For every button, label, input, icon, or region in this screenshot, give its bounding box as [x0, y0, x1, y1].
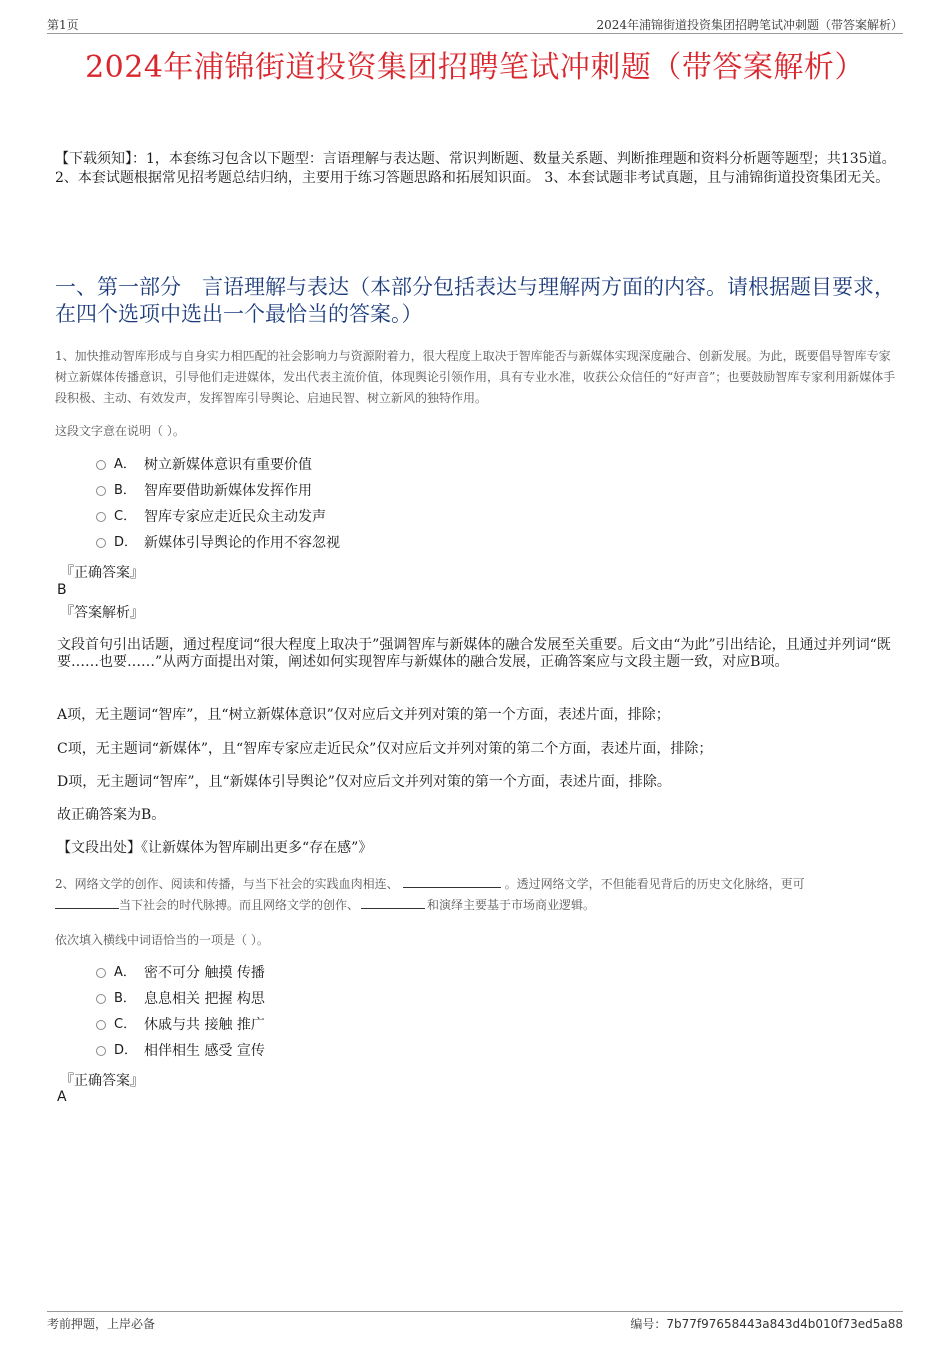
question-2-prompt: 依次填入横线中词语恰当的一项是（ ）。 — [55, 933, 269, 947]
code-label: 编号： — [630, 1317, 667, 1331]
section-heading: 一、第一部分 言语理解与表达（本部分包括表达与理解两方面的内容。请根据题目要求，在四个选项中选出一个最恰当的答案。） — [55, 275, 895, 326]
radio-icon[interactable] — [96, 968, 106, 978]
question-1-option-b[interactable] — [96, 480, 312, 502]
page-number: 第1页 — [47, 18, 79, 32]
option-text: 密不可分 触摸 传播 — [144, 965, 265, 981]
option-letter: B． — [114, 991, 136, 1006]
option-text: 树立新媒体意识有重要价值 — [144, 457, 312, 473]
stem-part: 当下社会的时代脉搏。而且网络文学的创作、 — [119, 898, 360, 912]
option-text: 新媒体引导舆论的作用不容忽视 — [144, 535, 340, 551]
radio-icon[interactable] — [96, 460, 106, 470]
stem-part: 2、网络文学的创作、阅读和传播，与当下社会的实践血肉相连、 — [55, 877, 399, 891]
question-1-prompt: 这段文字意在说明（ ）。 — [55, 424, 185, 438]
question-1-analysis-d: D项，无主题词“智库”，且“新媒体引导舆论”仅对应后文并列对策的第一个方面，表述片面，排除。 — [57, 774, 671, 790]
question-1-answer: B — [57, 582, 67, 598]
option-letter: D． — [114, 1043, 138, 1058]
option-text: 智库专家应走近民众主动发声 — [144, 509, 326, 525]
question-1-answer-label: 『正确答案』 — [60, 565, 144, 581]
question-1-analysis-main: 文段首句引出话题，通过程度词“很大程度上取决于”强调智库与新媒体的融合发展至关重要。后文由“为此”引出结论，且通过并列词“既要……也要……”从两方面提出对策，阐述如何实现智库与新媒体的融合发展，正确答案应与文段主题一致，对应B项。 — [57, 637, 891, 670]
option-letter: A． — [114, 965, 136, 980]
question-1-analysis-a: A项，无主题词“智库”，且“树立新媒体意识”仅对应后文并列对策的第一个方面，表述片面，排除； — [57, 707, 670, 723]
option-text: 智库要借助新媒体发挥作用 — [144, 483, 312, 499]
question-1-stem: 1、加快推动智库形成与自身实力相匹配的社会影响力与资源附着力，很大程度上取决于智库能否与新媒体实现深度融合、创新发展。为此，既要倡导智库专家树立新媒体传播意识，引导他们走进媒体，发出代表主流价值，体现舆论引领作用，具有专业水准，收获公众信任的“好声音”；也要鼓励智库专家利用新媒体手段积极、主动、有效发声，发挥智库引导舆论、启迪民智、树立新风的独特作用。 — [55, 349, 896, 405]
question-2-option-a[interactable] — [96, 962, 265, 984]
question-1-source: 【文段出处】《让新媒体为智库刷出更多“存在感”》 — [57, 840, 373, 856]
question-2-answer-label: 『正确答案』 — [60, 1073, 144, 1089]
header-doc-title: 2024年浦锦街道投资集团招聘笔试冲刺题（带答案解析） — [596, 18, 903, 32]
radio-icon[interactable] — [96, 1020, 106, 1030]
option-text: 休戚与共 接触 推广 — [144, 1017, 265, 1033]
question-2-option-c[interactable] — [96, 1014, 265, 1036]
fill-blank-3[interactable] — [361, 896, 425, 909]
question-1-option-c[interactable] — [96, 506, 326, 528]
radio-icon[interactable] — [96, 486, 106, 496]
fill-blank-2[interactable] — [55, 896, 119, 909]
question-2-stem — [55, 874, 900, 916]
header-divider — [47, 33, 903, 34]
question-2-option-b[interactable] — [96, 988, 265, 1010]
footer-divider — [47, 1311, 903, 1312]
footer-slogan: 考前押题，上岸必备 — [47, 1317, 156, 1331]
question-1-analysis-c: C项，无主题词“新媒体”，且“智库专家应走近民众”仅对应后文并列对策的第二个方面，表述片面，排除； — [57, 741, 713, 757]
radio-icon[interactable] — [96, 538, 106, 548]
question-1-analysis-label: 『答案解析』 — [60, 605, 144, 621]
question-1-option-a[interactable] — [96, 454, 312, 476]
option-text: 息息相关 把握 构思 — [144, 991, 265, 1007]
code-value: 7b77f97658443a843d4b010f73ed5a88 — [666, 1317, 903, 1331]
download-notice: 【下载须知】：1，本套练习包含以下题型：言语理解与表达题、常识判断题、数量关系题、判断推理题和资料分析题等题型；共135道。 2、本套试题根据常见招考题总结归纳，主要用于练习答题思路和拓展知识面。 3、本套试题非考试真题，且与浦锦街道投资集团无关。 — [55, 151, 896, 186]
radio-icon[interactable] — [96, 1046, 106, 1056]
option-letter: D． — [114, 535, 138, 550]
document-title: 2024年浦锦街道投资集团招聘笔试冲刺题（带答案解析） — [85, 50, 865, 85]
question-2-answer: A — [57, 1089, 67, 1105]
radio-icon[interactable] — [96, 994, 106, 1004]
option-letter: C． — [114, 1017, 137, 1032]
fill-blank-1[interactable] — [403, 875, 501, 888]
question-2-option-d[interactable] — [96, 1040, 265, 1062]
option-letter: B． — [114, 483, 136, 498]
option-letter: C． — [114, 509, 137, 524]
radio-icon[interactable] — [96, 512, 106, 522]
stem-part: 。透过网络文学，不但能看见背后的历史文化脉络，更可 — [504, 877, 805, 891]
option-text: 相伴相生 感受 宣传 — [144, 1043, 265, 1059]
question-1-option-d[interactable] — [96, 532, 340, 554]
stem-part: 和演绎主要基于市场商业逻辑。 — [427, 898, 596, 912]
question-1-conclusion: 故正确答案为B。 — [57, 807, 166, 823]
footer-code — [630, 1315, 903, 1332]
option-letter: A． — [114, 457, 136, 472]
